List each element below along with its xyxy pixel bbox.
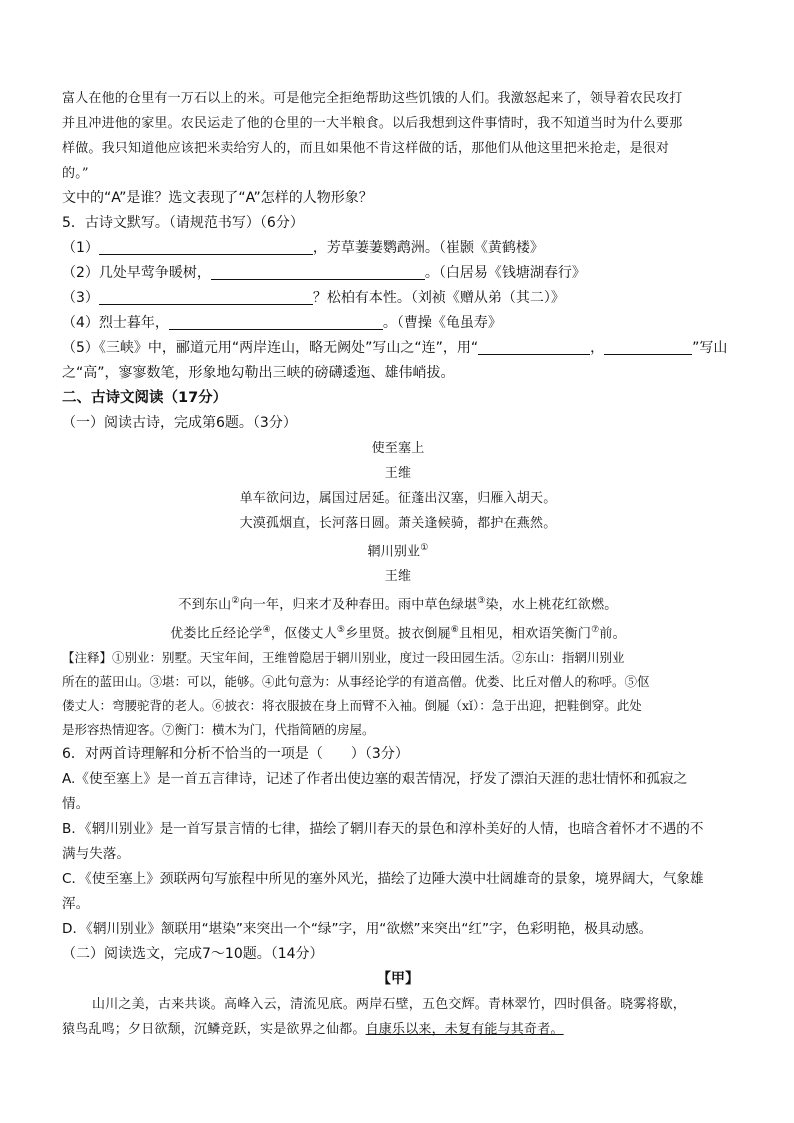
passage-jia-line: 山川之美，古来共谈。高峰入云，清流见底。两岸石壁，五色交辉。青林翠竹，四时俱备。晓雾将歇， xyxy=(92,996,687,1012)
question-6-stem: 6．对两首诗理解和分析不恰当的一项是（ ）（3分） xyxy=(62,745,409,762)
poem-text: ，伛偻丈人 xyxy=(270,625,337,641)
passage-jia-line xyxy=(62,1017,734,1042)
passage xyxy=(62,86,734,186)
poem-author: 王维 xyxy=(384,466,412,481)
answer-blank[interactable] xyxy=(99,238,313,255)
section-2-title: 二、古诗文阅读（17分） xyxy=(62,390,228,406)
annotation-line: 所在的蓝田山。③堪：可以，能够。④此句意为：从事经论学的有道高僧。优娄、比丘对僧人的称呼。⑤伛 xyxy=(62,673,650,689)
item-text: 。（白居易《钱塘湖春行》 xyxy=(424,265,586,281)
option-c-cont: 浑。 xyxy=(62,895,90,912)
poem-text: 且相见，相欢语笑衡门 xyxy=(459,625,592,641)
poem-title: 使至塞上 xyxy=(371,441,425,456)
poem-text: 不到东山 xyxy=(178,597,232,613)
poem-text: 优娄比丘经论学 xyxy=(170,625,263,641)
q5-item-5 xyxy=(62,336,734,361)
document-page xyxy=(62,86,734,1042)
footnote-mark: ③ xyxy=(477,596,486,607)
poem-line xyxy=(62,618,734,646)
poem-text: 向一年，归来才及种春田。雨中草色绿堪 xyxy=(239,597,478,613)
passage-line: 的。” xyxy=(62,166,89,181)
poem-text: 乡里贤。披衣倒屣 xyxy=(345,625,451,641)
option-b-cont: 满与失落。 xyxy=(62,845,130,862)
item-text: 。（曹操《龟虽寿》 xyxy=(382,315,502,331)
option-d[interactable]: D．《辋川别业》颔联用“堪染”来突出一个“绿”字，用“欲燃”来突出“红”字，色彩明艳，极具动感。 xyxy=(62,920,653,937)
item-text: ”写山 xyxy=(692,340,728,356)
poem-line xyxy=(62,589,734,617)
answer-blank[interactable] xyxy=(99,288,313,305)
poem-line: 大漠孤烟直，长河落日圆。萧关逢候骑，都护在燕然。 xyxy=(239,516,557,531)
poem-1 xyxy=(62,436,734,536)
footnote-mark: ⑥ xyxy=(450,624,460,635)
q5-item-4 xyxy=(62,311,734,336)
poem-title xyxy=(62,536,734,564)
item-text: ， xyxy=(590,340,605,356)
option-c[interactable]: C．《使至塞上》颈联两句写旅程中所见的塞外风光，描绘了边陲大漠中壮阔雄奇的景象，境界阔大，气象雄 xyxy=(62,870,704,887)
poem-2 xyxy=(62,536,734,646)
passage-jia-title: 【甲】 xyxy=(377,970,419,987)
footnote-mark: ⑦ xyxy=(591,624,600,635)
question-6 xyxy=(62,742,734,942)
item-text: ？松柏有本性。（刘祯《赠从弟（其二）》 xyxy=(312,290,565,306)
q5-item-1 xyxy=(62,236,734,261)
poem-text: 染，水上桃花红欲燃。 xyxy=(485,597,618,613)
poem-author: 王维 xyxy=(384,569,412,585)
subsection-1-title: （一）阅读古诗，完成第6题。（3分） xyxy=(62,415,297,431)
subsection-2-title: （二）阅读选文，完成7～10题。（14分） xyxy=(62,945,324,962)
item-number: （2） xyxy=(62,265,99,281)
passage-line: 富人在他的仓里有一万石以上的米。可是他完全拒绝帮助这些饥饿的人们。我激怒起来了，领导着农民攻打 xyxy=(62,91,683,106)
poem-text: 前。 xyxy=(599,625,626,641)
annotations xyxy=(62,646,734,742)
item-text: 几处早莺争暖树， xyxy=(98,265,211,281)
passage-line: 并且冲进他的家里。农民运走了他的仓里的一大半粮食。以后我想到这件事情时，我不知道当时为什么要那 xyxy=(62,116,683,131)
item-text: （5）《三峡》中，郦道元用“两岸连山，略无阙处”写山之“连”，用“ xyxy=(62,340,479,356)
item-number: （3） xyxy=(62,290,99,306)
annotation-line: 是形容热情迎客。⑦衡门：横木为门，代指简陋的房屋。 xyxy=(62,721,375,737)
footnote-mark: ② xyxy=(231,596,240,607)
option-a[interactable]: A.《使至塞上》是一首五言律诗，记述了作者出使边塞的艰苦情况，抒发了漂泊天涯的悲壮情怀和孤寂之 xyxy=(62,770,688,787)
q5-item-3 xyxy=(62,286,734,311)
question-5 xyxy=(62,211,734,386)
annotation-line: 【注释】①别业：别墅。天宝年间，王维曾隐居于辋川别业，度过一段田园生活。②东山：指辋川别业 xyxy=(62,649,625,665)
footnote-mark: ① xyxy=(420,543,429,553)
question-5-title: 5．古诗文默写。（请规范书写）（6分） xyxy=(62,215,304,231)
answer-blank[interactable] xyxy=(478,338,590,355)
question-4: 文中的“A”是谁？选文表现了“A”怎样的人物形象？ xyxy=(62,190,373,206)
annotation-line: 偻丈人：弯腰驼背的老人。⑥披衣：将衣服披在身上而臂不入袖。倒屣（xǐ）：急于出迎，把鞋倒穿。此处 xyxy=(62,697,642,713)
q5-item-2 xyxy=(62,261,734,286)
passage-jia xyxy=(62,967,734,1042)
underlined-sentence: 自康乐以来，未复有能与其奇者。 xyxy=(365,1021,564,1037)
item-text: 烈士暮年， xyxy=(98,315,169,331)
item-number: （4） xyxy=(62,315,99,331)
item-number: （1） xyxy=(62,240,99,256)
footnote-mark: ④ xyxy=(262,624,271,635)
answer-blank[interactable] xyxy=(604,338,692,355)
answer-blank[interactable] xyxy=(211,263,425,280)
answer-blank[interactable] xyxy=(169,313,383,330)
item-text: ，芳草萋萋鹦鹉洲。（崔颢《黄鹤楼》 xyxy=(312,240,544,256)
footnote-mark: ⑤ xyxy=(336,624,346,635)
option-b[interactable]: B．《辋川别业》是一首写景言情的七律，描绘了辋川春天的景色和淳朴美好的人情，也暗含着怀才不遇的不 xyxy=(62,820,704,837)
passage-line: 样做。我只知道他应该把米卖给穷人的，而且如果他不肯这样做的话，那他们从他这里把米抢走，是很对 xyxy=(62,141,670,156)
option-a-cont: 情。 xyxy=(62,795,90,812)
q5-item-5-cont: 之“高”，寥寥数笔，形象地勾勒出三峡的磅礴逶迤、雄伟峭拔。 xyxy=(62,365,455,381)
poem-title-text: 辋川别业 xyxy=(367,544,421,560)
poem-line: 单车欲问边，属国过居延。征蓬出汉塞，归雁入胡天。 xyxy=(239,491,557,506)
passage-text: 猿鸟乱鸣；夕日欲颓，沉鳞竞跃，实是欲界之仙都。 xyxy=(62,1021,366,1037)
